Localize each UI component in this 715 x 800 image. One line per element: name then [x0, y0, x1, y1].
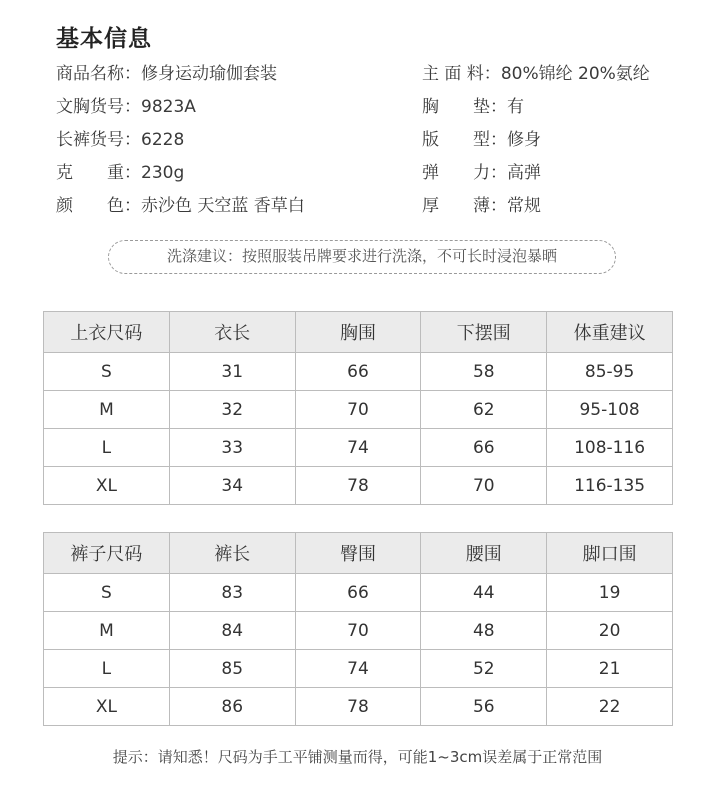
table-cell: M	[44, 391, 170, 429]
basic-info-title: 基本信息	[56, 26, 152, 52]
table-cell: 52	[421, 650, 547, 688]
info-label: 弹 力：	[422, 163, 507, 183]
info-row-product-name	[56, 64, 277, 84]
table-cell: XL	[44, 688, 170, 726]
pants-size-table	[43, 532, 673, 726]
table-row	[44, 353, 673, 391]
table-cell: 84	[169, 612, 295, 650]
info-row-pants-sku	[56, 130, 184, 150]
info-value: 常规	[507, 196, 541, 216]
info-label: 厚 薄：	[422, 196, 507, 216]
table-row	[44, 650, 673, 688]
table-cell: 20	[547, 612, 673, 650]
table-row	[44, 467, 673, 505]
info-value: 修身	[507, 130, 541, 150]
header-cell: 臀围	[295, 533, 421, 574]
table-cell: 32	[169, 391, 295, 429]
table-cell: S	[44, 574, 170, 612]
table-row	[44, 429, 673, 467]
header-cell: 胸围	[295, 312, 421, 353]
info-row-elasticity	[422, 163, 541, 183]
table-cell: 66	[295, 353, 421, 391]
table-cell: 86	[169, 688, 295, 726]
info-value: 230g	[141, 163, 185, 183]
measurement-tip: 提示：请知悉！尺码为手工平铺测量而得，可能1~3cm误差属于正常范围	[112, 748, 603, 766]
table-cell: 85-95	[547, 353, 673, 391]
info-row-thickness	[422, 196, 541, 216]
table-cell: 44	[421, 574, 547, 612]
table-cell: L	[44, 650, 170, 688]
table-cell: 85	[169, 650, 295, 688]
table-cell: 70	[295, 612, 421, 650]
info-label: 商品名称：	[56, 64, 141, 84]
info-label: 颜 色：	[56, 196, 141, 216]
info-row-bra-sku	[56, 97, 196, 117]
table-cell: 58	[421, 353, 547, 391]
info-row-color	[56, 196, 305, 216]
table-row	[44, 688, 673, 726]
table-cell: L	[44, 429, 170, 467]
table-cell: 31	[169, 353, 295, 391]
header-cell: 脚口围	[547, 533, 673, 574]
info-label: 主 面 料：	[422, 64, 501, 84]
info-row-fabric	[422, 64, 650, 84]
table-cell: 70	[421, 467, 547, 505]
table-cell: 21	[547, 650, 673, 688]
table-row	[44, 574, 673, 612]
info-row-weight	[56, 163, 184, 183]
info-label: 文胸货号：	[56, 97, 141, 117]
table-cell: S	[44, 353, 170, 391]
table-cell: 56	[421, 688, 547, 726]
table-cell: 74	[295, 429, 421, 467]
top-size-table	[43, 311, 673, 505]
table-cell: M	[44, 612, 170, 650]
header-cell: 上衣尺码	[44, 312, 170, 353]
table-cell: 66	[295, 574, 421, 612]
info-row-fit	[422, 130, 541, 150]
table-cell: 22	[547, 688, 673, 726]
table-cell: 95-108	[547, 391, 673, 429]
table-cell: 62	[421, 391, 547, 429]
info-value: 修身运动瑜伽套装	[141, 64, 277, 84]
table-cell: 116-135	[547, 467, 673, 505]
info-value: 6228	[141, 130, 185, 150]
wash-advice-box: 洗涤建议：按照服装吊牌要求进行洗涤，不可长时浸泡暴晒	[108, 240, 616, 274]
header-cell: 下摆围	[421, 312, 547, 353]
info-value: 80%锦纶 20%氨纶	[500, 64, 650, 84]
info-label: 胸 垫：	[422, 97, 507, 117]
info-label: 版 型：	[422, 130, 507, 150]
table-cell: 78	[295, 688, 421, 726]
table-cell: 66	[421, 429, 547, 467]
table-cell: 48	[421, 612, 547, 650]
table-cell: 108-116	[547, 429, 673, 467]
table-cell: 70	[295, 391, 421, 429]
info-row-pad	[422, 97, 524, 117]
info-value: 有	[507, 97, 524, 117]
header-cell: 裤长	[169, 533, 295, 574]
table-cell: 78	[295, 467, 421, 505]
table-cell: 19	[547, 574, 673, 612]
header-cell: 衣长	[169, 312, 295, 353]
info-value: 高弹	[507, 163, 541, 183]
table-cell: 74	[295, 650, 421, 688]
table-cell: 33	[169, 429, 295, 467]
table-cell: 34	[169, 467, 295, 505]
header-cell: 腰围	[421, 533, 547, 574]
info-value: 赤沙色 天空蓝 香草白	[141, 196, 305, 216]
table-cell: XL	[44, 467, 170, 505]
header-cell: 裤子尺码	[44, 533, 170, 574]
table-header-row	[44, 312, 673, 353]
info-value: 9823A	[141, 97, 196, 117]
table-header-row	[44, 533, 673, 574]
info-label: 长裤货号：	[56, 130, 141, 150]
header-cell: 体重建议	[547, 312, 673, 353]
info-label: 克 重：	[56, 163, 141, 183]
table-row	[44, 612, 673, 650]
table-cell: 83	[169, 574, 295, 612]
table-row	[44, 391, 673, 429]
